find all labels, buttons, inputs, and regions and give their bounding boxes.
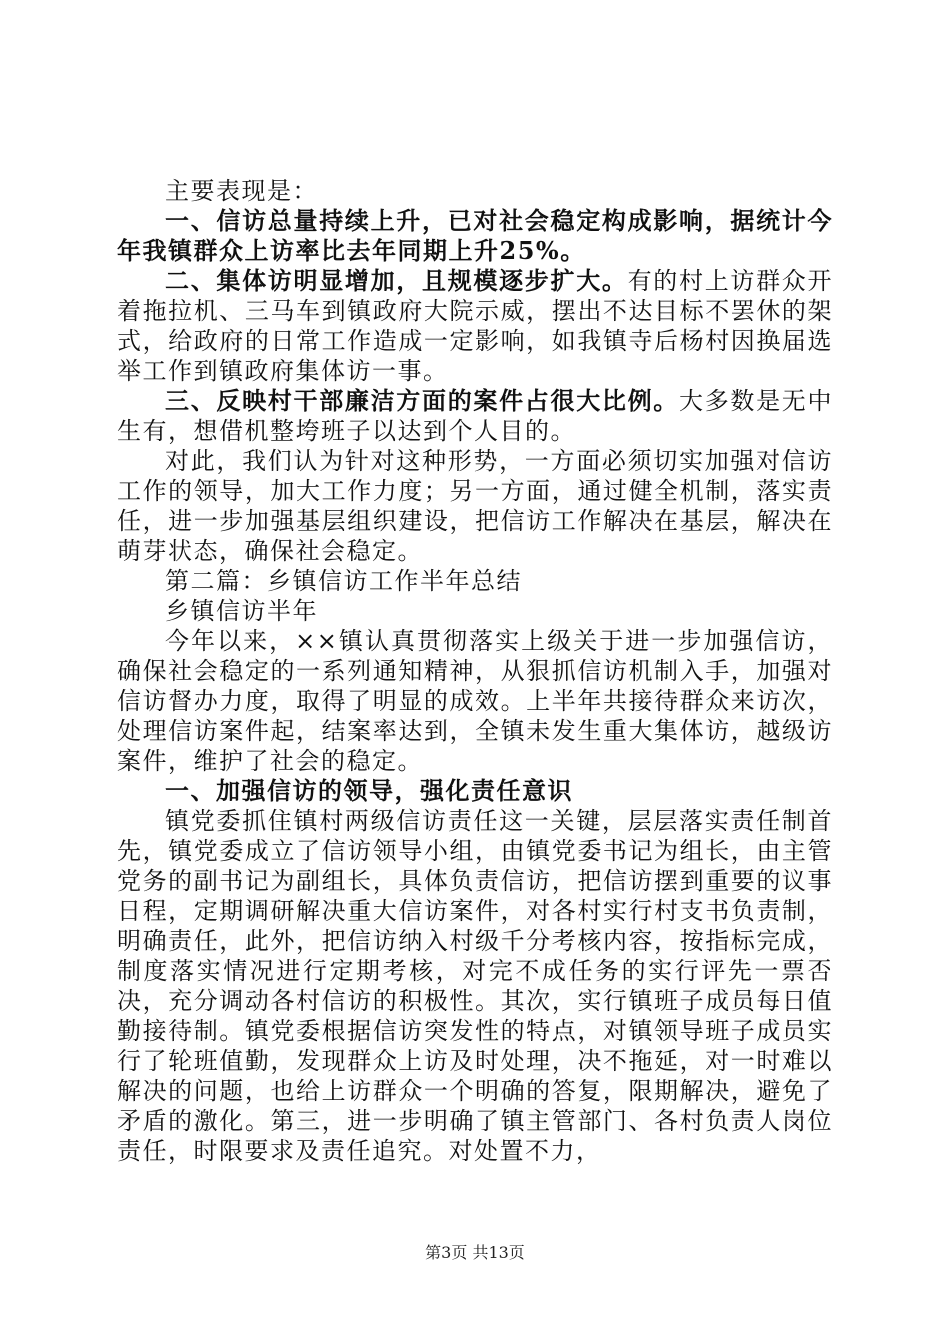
paragraph (117, 776, 833, 806)
subtitle (117, 596, 833, 626)
bold-heading: 一、信访总量持续上升，已对社会稳定构成影响，据统计今年我镇群众上访率比去年同期上升25%。 (117, 206, 833, 265)
page-number: 第3页 共13页 (425, 1243, 525, 1262)
paragraph (117, 206, 833, 266)
text-segment: 镇党委抓住镇村两级信访责任这一关键，层层落实责任制首先，镇党委成立了信访领导小组，由镇党委书记为组长，由主管党务的副书记为副组长，具体负责信访，把信访摆到重要的议事日程，定期调研解决重大信访案件，对各村实行村支书负责制，明确责任，此外，把信访纳入村级千分考核内容，按指标完成，制度落实情况进行定期考核，对完不成任务的实行评先一票否决，充分调动各村信访的积极性。其次，实行镇班子成员每日值勤接待制。镇党委根据信访突发性的特点，对镇领导班子成员实行了轮班值勤，发现群众上访及时处理，决不拖延，对一时难以解决的问题，也给上访群众一个明确的答复，限期解决，避免了矛盾的激化。第三，进一步明确了镇主管部门、各村负责人岗位责任，时限要求及责任追究。对处置不力， (117, 807, 833, 1165)
text-segment: 大多数是无中生有，想借机整垮班子以达到个人目的。 (117, 387, 833, 445)
text-segment: 第二篇：乡镇信访工作半年总结 (165, 567, 522, 595)
paragraph (117, 266, 833, 386)
text-segment: 有的村上访群众开着拖拉机、三马车到镇政府大院示威，摆出不达目标不罢休的架式，给政府的日常工作造成一定影响，如我镇寺后杨村因换届选举工作到镇政府集体访一事。 (117, 267, 834, 385)
document-body (117, 176, 833, 1166)
paragraph (117, 446, 833, 566)
bold-heading: 二、集体访明显增加，且规模逐步扩大。 (165, 266, 628, 295)
paragraph (117, 176, 833, 206)
page-footer (0, 1243, 950, 1263)
text-segment: 乡镇信访半年 (165, 597, 318, 625)
bold-heading: 三、反映村干部廉洁方面的案件占很大比例。 (165, 386, 679, 415)
bold-heading: 一、加强信访的领导，强化责任意识 (165, 776, 573, 805)
text-segment: 今年以来，××镇认真贯彻落实上级关于进一步加强信访，确保社会稳定的一系列通知精神，从狠抓信访机制入手，加强对信访督办力度，取得了明显的成效。上半年共接待群众来访次，处理信访案件起，结案率达到，全镇未发生重大集体访，越级访案件，维护了社会的稳定。 (117, 627, 833, 775)
text-segment: 对此，我们认为针对这种形势，一方面必须切实加强对信访工作的领导，加大工作力度；另一方面，通过健全机制，落实责任，进一步加强基层组织建设，把信访工作解决在基层，解决在萌芽状态，确保社会稳定。 (117, 447, 833, 565)
paragraph (117, 626, 833, 776)
paragraph (117, 386, 833, 446)
paragraph (117, 806, 833, 1166)
text-segment: 主要表现是： (165, 177, 318, 205)
section-title (117, 566, 833, 596)
